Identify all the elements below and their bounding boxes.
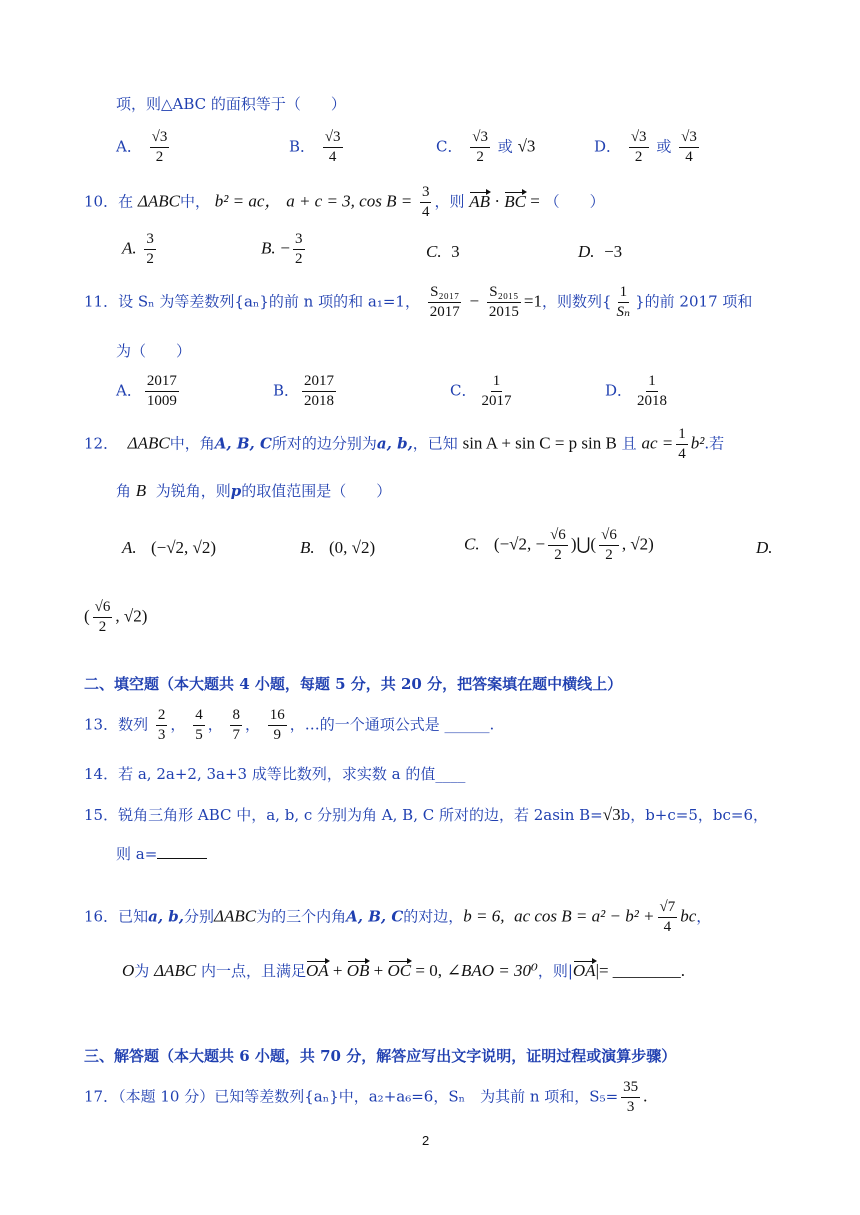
question-14: 14．若 a, 2a+2, 3a+3 成等比数列，求实数 a 的值____ bbox=[84, 765, 466, 783]
question-17: 17．（本题 10 分）已知等差数列{aₙ}中，a₂+a₆=6，Sₙ 为其前 n 项和，S₅= $\frac{35}{3}$ . bbox=[84, 1079, 648, 1115]
q10-option-c: C. 3 bbox=[426, 242, 460, 261]
q9-option-d: D． $\frac{√3}{2}$ 或 $\frac{√3}{4}$ bbox=[594, 129, 697, 165]
vector-ab: AB bbox=[469, 191, 491, 211]
q9-a-frac: $\frac{√3}{2}$ bbox=[151, 129, 168, 165]
q10-option-d: D. −3 bbox=[578, 242, 623, 261]
vector-ob: OB bbox=[346, 961, 370, 980]
section-fill-in-title: 二、填空题（本大题共 4 小题，每题 5 分，共 20 分，把答案填在题中横线上） bbox=[84, 675, 623, 693]
question-11: 11．设 Sₙ 为等差数列{aₙ}的前 n 项的和 a₁=1， $\frac{\text{S₂₀₁₇}}{2017}$ − $\frac{\text{S₂₀₁₅}}{2015}$ =1，则数列{ $\frac{1}{\text{Sₙ}}$ }的前 2017 项和 bbox=[84, 284, 753, 320]
q16-line2: O为 ΔABC 内一点，且满足OA + OB + OC = 0, ∠BAO = 30⁰，则|OA|= ________. bbox=[122, 961, 686, 980]
q11-option-a: A． $\frac{2017}{1009}$ bbox=[116, 373, 177, 409]
q12-option-d: ( $\frac{√6}{2}$ , √2) bbox=[84, 599, 148, 635]
q12-option-c: C. (−√2, − $\frac{√6}{2}$ )⋃( $\frac{√6}{2}$ , √2) bbox=[464, 527, 654, 563]
question-10: 10．在 ΔABC中， b² = ac， a + c = 3, cos B = $\frac{3}{4}$ ，则 AB · BC = （ ） bbox=[84, 184, 605, 220]
vector-oa: OA bbox=[305, 961, 329, 980]
q15-line2: 则 a= bbox=[116, 843, 207, 864]
question-12: 12． ΔABC中，角A, B, C所对的边分别为a, b,，已知 sin A + sin C = p sin B 且 ac = $\frac{1}{4}$ b².若 bbox=[84, 426, 725, 462]
question-15: 15．锐角三角形 ABC 中，a, b, c 分别为角 A, B, C 所对的边，若 2asin B=√3b，b+c=5，bc=6， bbox=[84, 805, 768, 824]
q12-option-a: A. (−√2, √2) bbox=[122, 538, 217, 557]
q9-b-frac: $\frac{√3}{4}$ bbox=[324, 129, 341, 165]
vector-bc: BC bbox=[504, 191, 526, 211]
vector-oc: OC bbox=[387, 961, 412, 980]
q10-option-a: A. $\frac{3}{2}$ bbox=[122, 231, 154, 267]
q11-line2: 为（ ） bbox=[116, 342, 192, 360]
question-13: 13．数列 $\frac{2}{3}$ ， $\frac{4}{5}$ ， $\frac{8}{7}$ ， $\frac{16}{9}$ ，…的一个通项公式是 ______. bbox=[84, 707, 495, 743]
q9-option-b: B． $\frac{√3}{4}$ bbox=[289, 129, 341, 165]
q11-option-b: B． $\frac{2017}{2018}$ bbox=[273, 373, 335, 409]
q12-line2: 角 B 为锐角，则p的取值范围是（ ） bbox=[116, 481, 392, 500]
section-answer-title: 三、解答题（本大题共 6 小题，共 70 分，解答应写出文字说明，证明过程或演算步骤） bbox=[84, 1047, 677, 1065]
q9-option-a: A． $\frac{√3}{2}$ bbox=[116, 129, 168, 165]
q9-option-c: C． $\frac{√3}{2}$ 或 √3 bbox=[436, 129, 536, 165]
q11-option-d: D． $\frac{1}{2018}$ bbox=[605, 373, 668, 409]
question-16: 16．已知a, b,分别ΔABC为的三个内角A, B, C的对边，b = 6, ac cos B = a² − b² + $\frac{√7}{4}$ bc， bbox=[84, 899, 712, 935]
q9-tail: 项，则△ABC 的面积等于（ ） bbox=[116, 95, 346, 113]
q11-option-c: C． $\frac{1}{2017}$ bbox=[450, 373, 512, 409]
q10-option-b: B. − $\frac{3}{2}$ bbox=[261, 231, 303, 267]
q12-option-d-label: D. bbox=[756, 538, 773, 557]
q15-answer-blank[interactable] bbox=[157, 858, 207, 859]
q12-option-b: B. (0, √2) bbox=[300, 538, 376, 557]
page-number: 2 bbox=[422, 1133, 430, 1148]
